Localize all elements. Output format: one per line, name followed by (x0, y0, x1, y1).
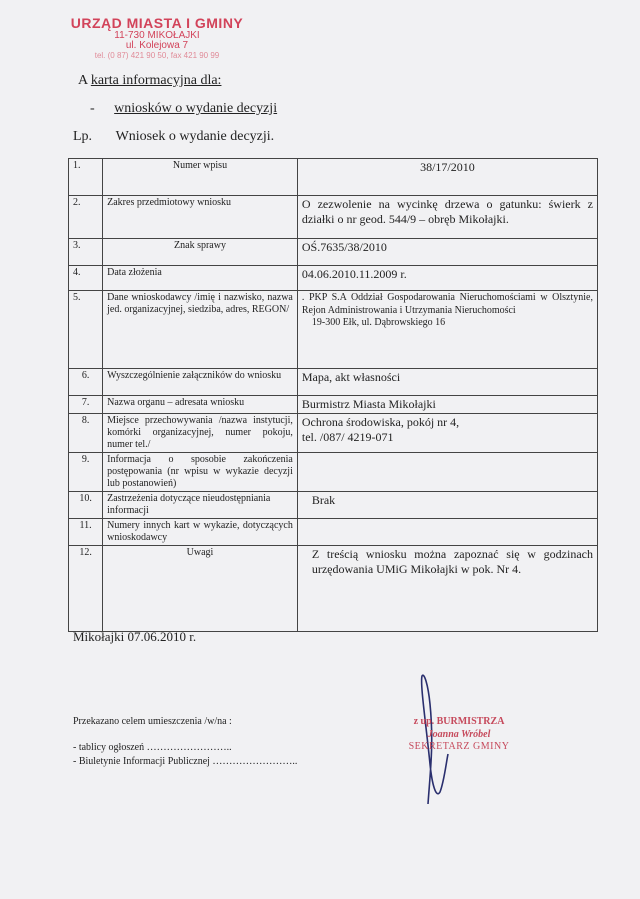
row-value: O zezwolenie na wycinkę drzewa o gatunku: świerk z działki o nr geod. 544/9 – obręb Mikołajki. (297, 196, 597, 239)
applicant-name: . PKP S.A Oddział Gospodarowania Nieruchomościami w Olsztynie, Rejon Administrowania i Utrzymania Nieruchomości (301, 292, 593, 316)
table-row (69, 291, 598, 369)
signature-role: SEKRETARZ GMINY (408, 741, 510, 752)
posting-note: Przekazano celem umieszczenia /w/na : (73, 716, 232, 727)
stamp-postcode: 11-730 MIKOŁAJKI (114, 29, 200, 41)
bullet-text: wniosków o wydanie decyzji (114, 101, 278, 116)
lp-label: Lp. (73, 129, 93, 144)
office-stamp (62, 16, 252, 60)
row-number: 1. (69, 159, 103, 196)
signature-line1: z up. BURMISTRZA (413, 716, 505, 727)
table-row (69, 369, 598, 396)
table-row (69, 159, 598, 196)
row-number: 3. (69, 239, 103, 266)
row-value: 04.06.2010.11.2009 r. (297, 266, 597, 291)
date-line: Mikołajki 07.06.2010 r. (73, 629, 197, 644)
row-number: 12. (69, 546, 103, 632)
posting-board: - tablicy ogłoszeń …………………….. (73, 742, 232, 753)
row-value: Burmistrz Miasta Mikołajki (297, 396, 597, 414)
table-row (69, 492, 598, 519)
stamp-phone: tel. (0 87) 421 90 50, fax 421 90 99 (94, 50, 220, 60)
info-table (68, 158, 598, 632)
table-row (69, 266, 598, 291)
heading-text: karta informacyjna dla: (90, 73, 222, 88)
table-row (69, 546, 598, 632)
row-label: Znak sprawy (103, 239, 298, 266)
table-row (69, 239, 598, 266)
heading-prefix: A (78, 73, 88, 88)
table-row (69, 196, 598, 239)
stamp-street: ul. Kolejowa 7 (125, 40, 189, 52)
stamp-title: URZĄD MIASTA I GMINY (70, 15, 244, 31)
row-label: Numery innych kart w wykazie, dotyczących wnioskodawcy (103, 519, 298, 546)
row-value: Z treścią wniosku można zapoznać się w godzinach urzędowania UMiG Mikołajki w pok. Nr 4. (297, 546, 597, 632)
table-row (69, 396, 598, 414)
row-value (297, 414, 597, 453)
row-label: Nazwa organu – adresata wniosku (103, 396, 298, 414)
row-number: 10. (69, 492, 103, 519)
row-value: Mapa, akt własności (297, 369, 597, 396)
row-number: 4. (69, 266, 103, 291)
card-heading (78, 73, 221, 89)
row-number: 7. (69, 396, 103, 414)
signature-name: Joanna Wróbel (427, 728, 491, 740)
row-label: Zastrzeżenia dotyczące nieudostępniania informacji (103, 492, 298, 519)
row-number: 5. (69, 291, 103, 369)
lp-text: Wniosek o wydanie decyzji. (115, 129, 275, 144)
row-value: 38/17/2010 (297, 159, 597, 196)
table-row (69, 519, 598, 546)
lp-line (73, 129, 274, 145)
row-number: 6. (69, 369, 103, 396)
row-value: OŚ.7635/38/2010 (297, 239, 597, 266)
row-label: Wyszczególnienie załączników do wniosku (103, 369, 298, 396)
row-label: Uwagi (103, 546, 298, 632)
storage-place: Ochrona środowiska, pokój nr 4, (301, 415, 460, 429)
card-bullet (90, 101, 277, 117)
row-value: Brak (297, 492, 597, 519)
table-row (69, 414, 598, 453)
row-label: Miejsce przechowywania /nazwa instytucji, komórki organizacyjnej, numer pokoju, numer tel./ (103, 414, 298, 453)
row-label: Data złożenia (103, 266, 298, 291)
row-label: Informacja o sposobie zakończenia postępowania (nr wpisu w wykazie decyzji lub postanowień) (103, 453, 298, 492)
signature-stamp (394, 716, 524, 754)
row-label: Dane wnioskodawcy /imię i nazwisko, nazwa jed. organizacyjnej, siedziba, adres, REGON/ (103, 291, 298, 369)
row-number: 8. (69, 414, 103, 453)
posting-bip: - Biuletynie Informacji Publicznej …………………….. (73, 756, 298, 767)
row-number: 2. (69, 196, 103, 239)
row-label: Numer wpisu (103, 159, 298, 196)
bullet-dash: - (90, 101, 95, 116)
row-number: 9. (69, 453, 103, 492)
row-value (297, 291, 597, 369)
row-label: Zakres przedmiotowy wniosku (103, 196, 298, 239)
row-value (297, 453, 597, 492)
table-row (69, 453, 598, 492)
storage-phone: tel. /087/ 4219-071 (301, 430, 394, 444)
row-number: 11. (69, 519, 103, 546)
applicant-address: 19-300 Ełk, ul. Dąbrowskiego 16 (311, 317, 446, 328)
row-value (297, 519, 597, 546)
